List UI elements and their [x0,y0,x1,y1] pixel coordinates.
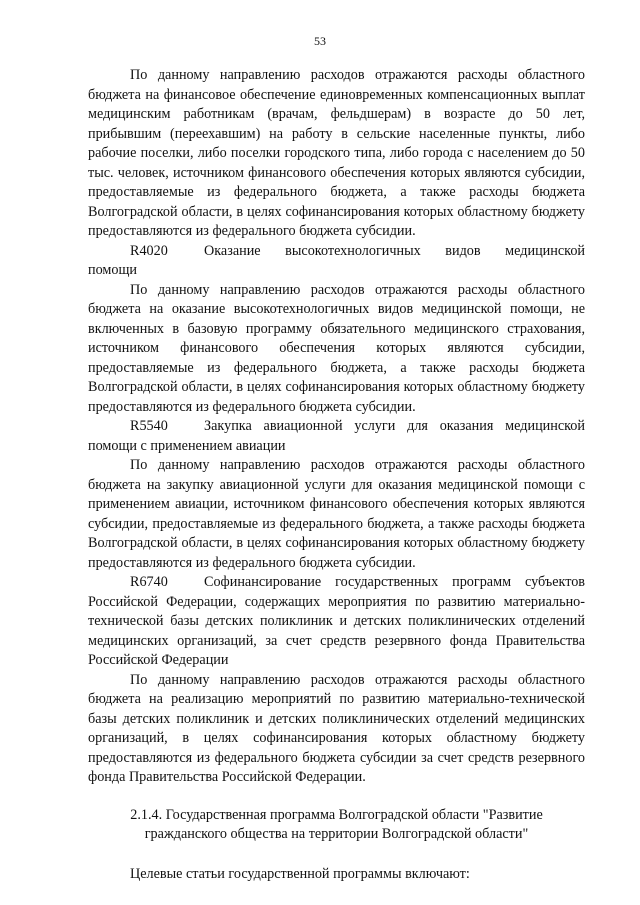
article-code: R4020 [130,242,168,259]
article-title: Софинансирование государственных программ субъектов [204,574,585,590]
paragraph: По данному направлению расходов отражаются расходы областного бюджета на закупку авиационной услуги для оказания медицинской помощи с применением авиации, источником финансового обеспечения которых являются субсидии, предоставляемые из федерального бюджета, а также расходы бюджета Волгоградской области, в целях софинансирования которых областному бюджету предоставляются из федерального бюджета субсидии. [88,457,585,571]
paragraph: По данному направлению расходов отражаются расходы областного бюджета на финансовое обеспечение единовременных компенсационных выплат медицинским работникам (врачам, фельдшерам) в возрасте до 50 лет, прибывшим (переехавшим) на работу в сельские населенные пункты, либо рабочие поселки, либо поселки городского типа, либо города с населением до 50 тыс. человек, источником финансового обеспечения которых являются субсидии, предоставляемые из федерального бюджета, а также расходы бюджета Волгоградской области, в целях софинансирования которых областному бюджету предоставляются из федерального бюджета субсидии. [88,67,585,239]
paragraph: По данному направлению расходов отражаются расходы областного бюджета на оказание высокотехнологичных видов медицинской помощи, не включенных в базовую программу обязательного медицинского страхования, источником финансового обеспечения которых являются субсидии, предоставляемые из федерального бюджета, а также расходы бюджета Волгоградской области, в целях софинансирования которых областному бюджету предоставляются из федерального бюджета субсидии. [88,281,585,415]
document-body [88,66,585,884]
target-article-heading [88,417,585,437]
paragraph: По данному направлению расходов отражаются расходы областного бюджета на реализацию мероприятий по развитию материально-технической базы детских поликлиник и детских поликлинических отделений медицинских организаций, в целях софинансирования которых областному бюджету предоставляются из федерального бюджета субсидии за счет средств резервного фонда Правительства Российской Федерации. [88,671,585,785]
section-intro: Целевые статьи государственной программы включают: [130,865,470,882]
page-number: 53 [314,34,326,48]
article-title: Оказание высокотехнологичных видов медицинской [204,242,585,259]
article-title-continuation: помощи с применением авиации [88,437,286,454]
target-article-heading [88,573,585,593]
article-code: R6740 [130,574,168,590]
article-title-continuation: Российской Федерации, содержащих мероприятия по развитию материально-технической базы детских поликлиник и детских поликлинических отделений медицинских организаций, за счет средств резервного фонда Правительства Российской Федерации [88,593,585,668]
section-heading: 2.1.4. Государственная программа Волгоградской области "Развитие гражданского общества на территории Волгоградской области" [130,806,543,842]
article-title: Закупка авиационной услуги для оказания медицинской [204,418,585,434]
article-title-continuation: помощи [88,262,138,278]
target-article-heading [88,242,585,262]
article-code: R5540 [130,418,168,434]
